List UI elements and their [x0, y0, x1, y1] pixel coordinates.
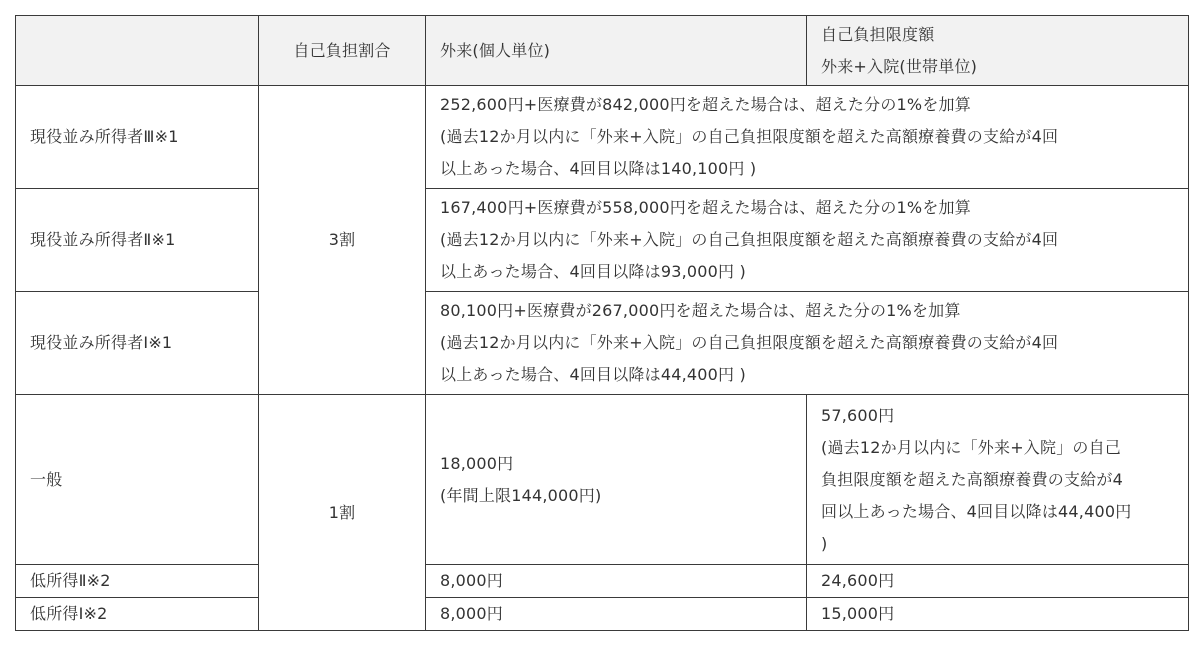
table-row	[16, 86, 1189, 189]
limit-line: 252,600円+医療費が842,000円を超えた場合は、超えた分の1%を加算	[440, 95, 971, 114]
household-line: 回以上あった場合、4回目以降は44,400円	[821, 501, 1132, 521]
limit-line: (過去12か月以内に「外来+入院」の自己負担限度額を超えた高額療養費の支給が4回	[440, 333, 1059, 352]
limit-line: 80,100円+医療費が267,000円を超えた場合は、超えた分の1%を加算	[440, 301, 961, 320]
limit-line: 167,400円+医療費が558,000円を超えた場合は、超えた分の1%を加算	[440, 198, 971, 217]
limit-description	[426, 189, 1189, 292]
table-row	[16, 598, 1189, 631]
outpatient-line: 18,000円	[440, 453, 514, 473]
header-cell-empty	[16, 16, 259, 86]
table-row	[16, 189, 1189, 292]
table-row	[16, 292, 1189, 395]
household-limit: 24,600円	[807, 565, 1189, 598]
outpatient-limit: 8,000円	[426, 598, 807, 631]
income-category-label: 低所得Ⅱ※2	[16, 565, 259, 598]
income-category-label: 現役並み所得者Ⅱ※1	[16, 189, 259, 292]
household-line: (過去12か月以内に「外来+入院」の自己	[821, 437, 1122, 457]
limit-line: 以上あった場合、4回目以降は140,100円 )	[440, 159, 757, 178]
income-category-label: 現役並み所得者Ⅰ※1	[16, 292, 259, 395]
header-limit-line2: 外来+入院(世帯単位)	[821, 56, 978, 76]
table-wrapper	[15, 15, 1189, 631]
ratio-cell: 1割	[259, 395, 426, 631]
outpatient-limit	[426, 395, 807, 565]
outpatient-limit: 8,000円	[426, 565, 807, 598]
household-line: 負担限度額を超えた高額療養費の支給が4	[821, 469, 1123, 489]
limit-description	[426, 86, 1189, 189]
table-row	[16, 395, 1189, 565]
header-limit-line1: 自己負担限度額	[821, 24, 935, 44]
header-cell-ratio: 自己負担割合	[259, 16, 426, 86]
header-row	[16, 16, 1189, 86]
limit-line: (過去12か月以内に「外来+入院」の自己負担限度額を超えた高額療養費の支給が4回	[440, 230, 1059, 249]
household-limit	[807, 395, 1189, 565]
income-category-label: 一般	[16, 395, 259, 565]
table-row	[16, 565, 1189, 598]
limit-line: (過去12か月以内に「外来+入院」の自己負担限度額を超えた高額療養費の支給が4回	[440, 127, 1059, 146]
household-limit: 15,000円	[807, 598, 1189, 631]
cost-limit-table	[15, 15, 1189, 631]
limit-line: 以上あった場合、4回目以降は93,000円 )	[440, 262, 746, 281]
header-cell-outpatient: 外来(個人単位)	[426, 16, 807, 86]
limit-description	[426, 292, 1189, 395]
limit-line: 以上あった場合、4回目以降は44,400円 )	[440, 365, 746, 384]
header-cell-limit	[807, 16, 1189, 86]
household-line: )	[821, 533, 828, 553]
income-category-label: 現役並み所得者Ⅲ※1	[16, 86, 259, 189]
outpatient-line: (年間上限144,000円)	[440, 485, 602, 505]
ratio-cell: 3割	[259, 86, 426, 395]
income-category-label: 低所得Ⅰ※2	[16, 598, 259, 631]
household-line: 57,600円	[821, 405, 895, 425]
